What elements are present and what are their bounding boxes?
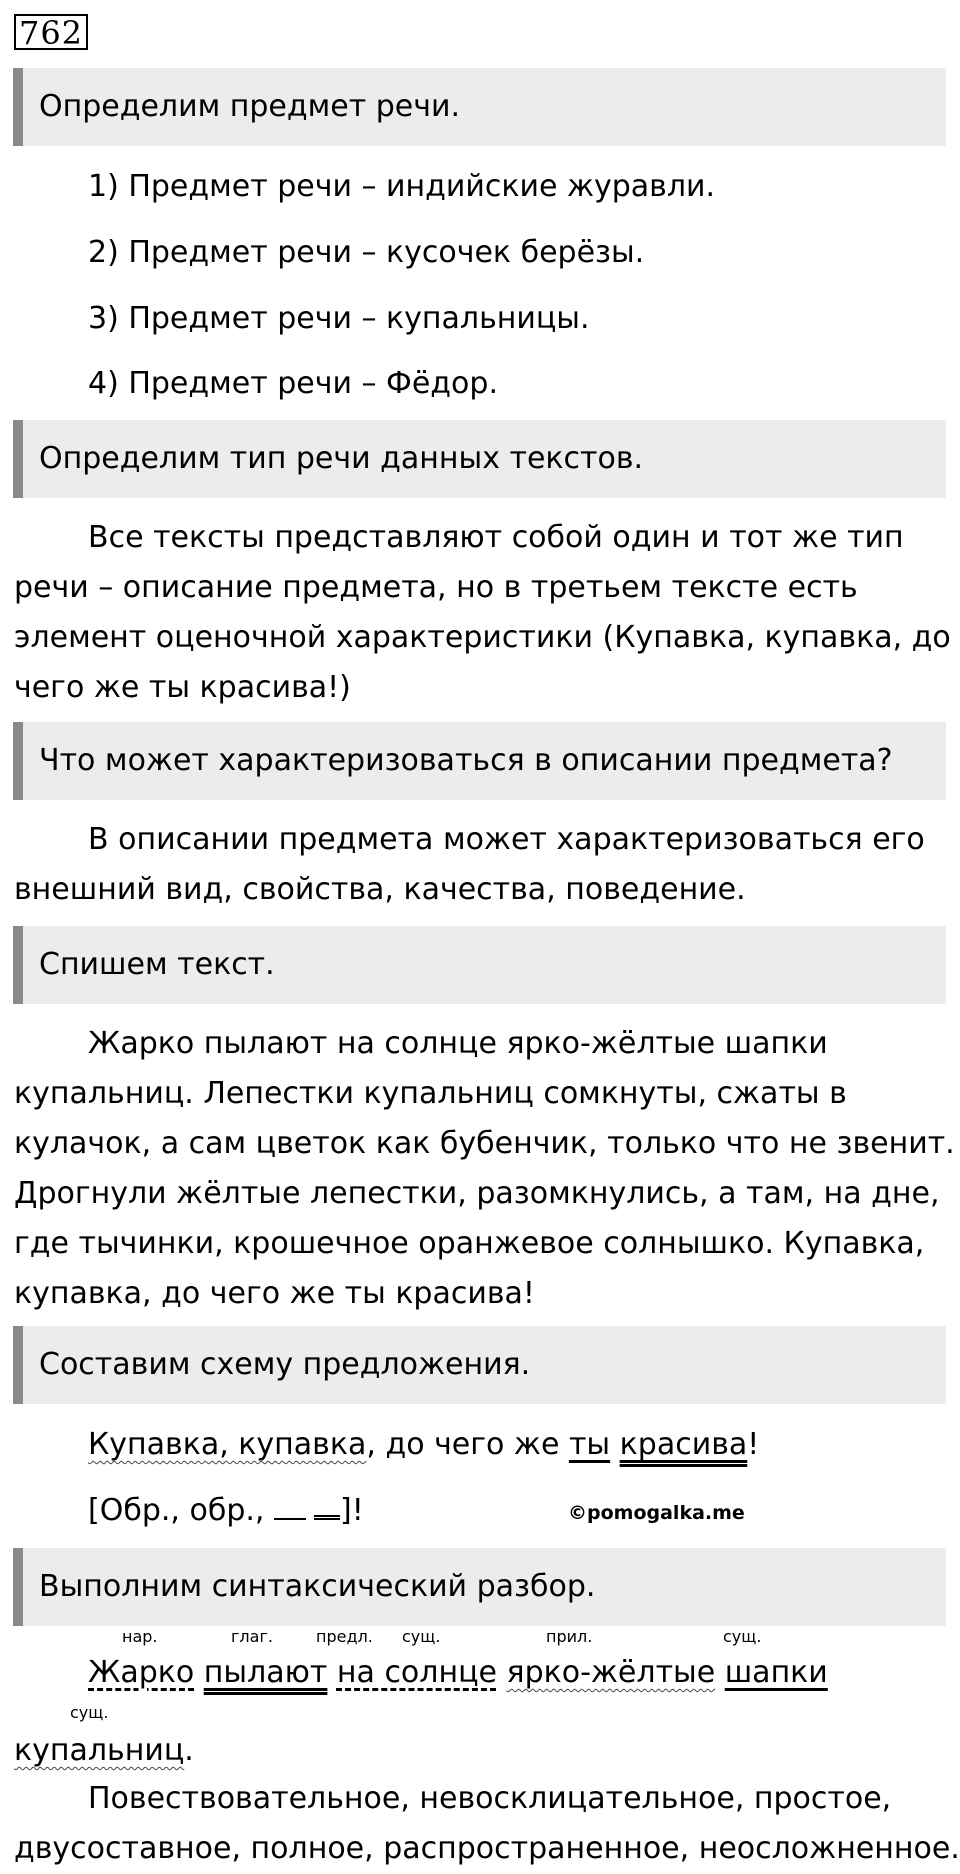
task-number: 762 bbox=[14, 14, 88, 50]
description-paragraph: В описании предмета может характеризоваться его внешний вид, свойства, качества, поведение. bbox=[14, 822, 925, 907]
section-heading-copy-text: Спишем текст. bbox=[13, 926, 946, 1004]
list-item: 1) Предмет речи – индийские журавли. bbox=[88, 169, 716, 204]
adverbial-word: на солнце bbox=[336, 1655, 497, 1690]
pos-label: сущ. bbox=[70, 1703, 109, 1722]
predicate-word: красива bbox=[619, 1427, 748, 1462]
predicate-word: пылают bbox=[203, 1655, 328, 1690]
pos-label: глаг. bbox=[231, 1627, 273, 1646]
list-item: 4) Предмет речи – Фёдор. bbox=[88, 366, 498, 401]
scheme-sentence: Купавка, купавка, до чего же ты красива! bbox=[88, 1427, 760, 1462]
section-heading-scheme: Составим схему предложения. bbox=[13, 1326, 946, 1404]
list-item: 3) Предмет речи – купальницы. bbox=[88, 301, 590, 336]
subject-word: ты bbox=[568, 1427, 611, 1462]
watermark: ©pomogalka.me bbox=[568, 1502, 745, 1524]
pos-label: сущ. bbox=[723, 1627, 762, 1646]
pos-label: прил. bbox=[546, 1627, 593, 1646]
sentence-scheme: [Обр., обр., ]! bbox=[88, 1493, 364, 1528]
subject-word: шапки bbox=[724, 1655, 828, 1690]
section-heading-speech-type: Определим тип речи данных текстов. bbox=[13, 420, 946, 498]
pos-label: нар. bbox=[122, 1627, 158, 1646]
attribute-word: ярко-жёлтые bbox=[506, 1655, 716, 1690]
list-item: 2) Предмет речи – кусочек берёзы. bbox=[88, 235, 645, 270]
adverbial-word: Жарко bbox=[88, 1655, 195, 1690]
predicate-blank bbox=[314, 1492, 340, 1520]
parsed-sentence-line2: купальниц. bbox=[14, 1733, 194, 1768]
address-word: Купавка, купавка bbox=[88, 1427, 367, 1462]
parsed-sentence-line1 bbox=[88, 1653, 828, 1693]
section-heading-subject: Определим предмет речи. bbox=[13, 68, 946, 146]
subject-blank bbox=[274, 1492, 306, 1520]
copied-text-paragraph: Жарко пылают на солнце ярко-жёлтые шапки купальниц. Лепестки купальниц сомкнуты, сжаты в кулачок, а сам цветок как бубенчик, только что не звенит. Дрогнули жёлтые лепестки, разомкнулись, а там, на дне, где тычинки, крошечное оранжевое солнышко. Купавка, купавка, до чего же ты красива! bbox=[14, 1026, 955, 1311]
section-heading-parsing: Выполним синтаксический разбор. bbox=[13, 1548, 946, 1626]
section-heading-description: Что может характеризоваться в описании предмета? bbox=[13, 722, 946, 800]
speech-type-paragraph: Все тексты представляют собой один и тот же тип речи – описание предмета, но в третьем тексте есть элемент оценочной характеристики (Купавка, купавка, до чего же ты красива!) bbox=[14, 520, 951, 705]
pos-label: предл. bbox=[316, 1627, 373, 1646]
attribute-word: купальниц bbox=[14, 1733, 185, 1768]
pos-label: сущ. bbox=[402, 1627, 441, 1646]
parsing-conclusion: Повествовательное, невосклицательное, простое, двусоставное, полное, распространенное, неосложненное. bbox=[14, 1781, 960, 1866]
